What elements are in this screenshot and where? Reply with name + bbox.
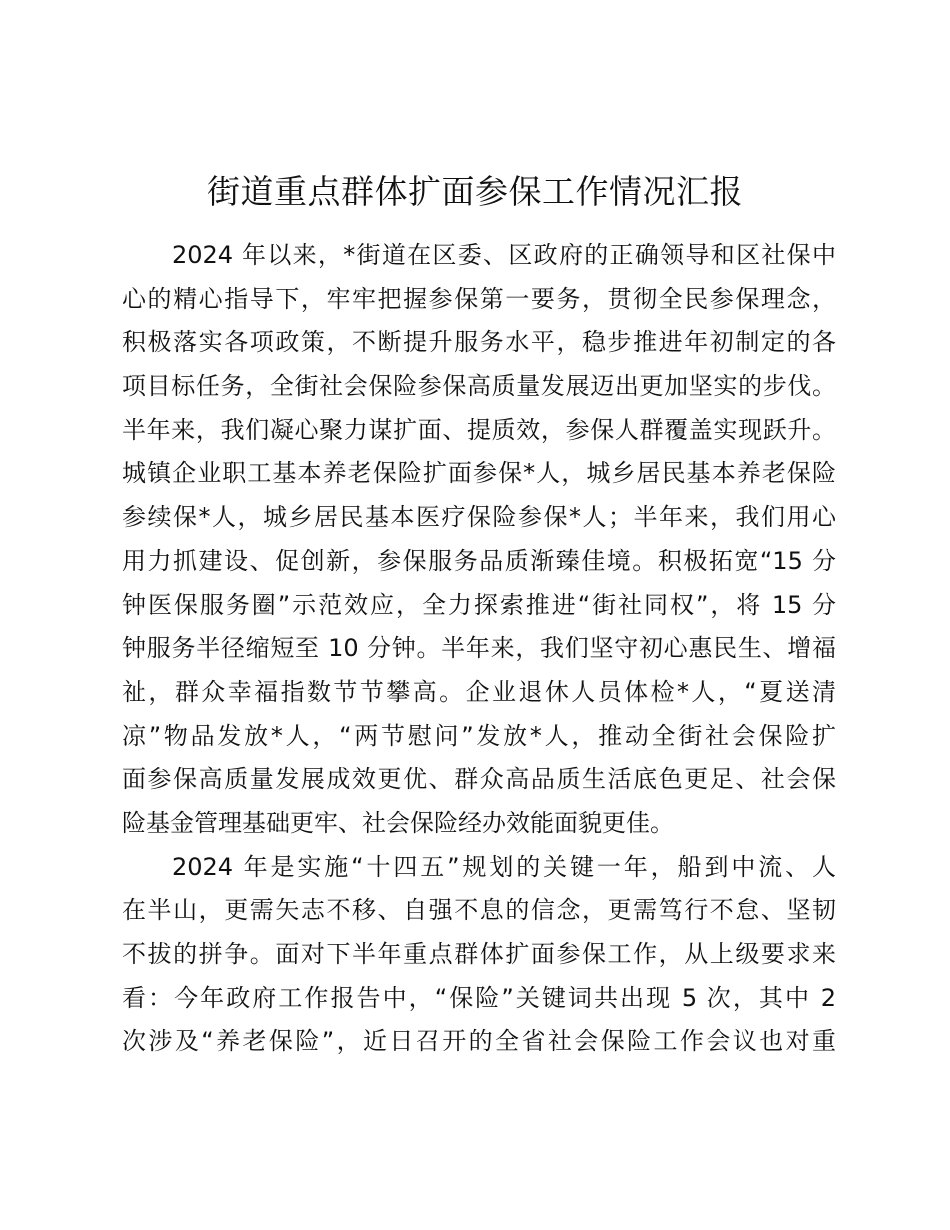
paragraph-2-line-3: 不拔的拼争。面对下半年重点群体扩面参保工作，从上级要求来 xyxy=(122,940,836,968)
paragraph-1-line-13: 面参保高质量发展成效更优、群众高品质生活底色更足、社会保 xyxy=(122,765,836,794)
document-title: 街道重点群体扩面参保工作情况汇报 xyxy=(207,172,743,211)
paragraph-1-line-8: 用力抓建设、促创新，参保服务品质渐臻佳境。积极拓宽“15 分 xyxy=(122,546,836,575)
paragraph-1-line-11: 祉，群众幸福指数节节攀高。企业退休人员体检*人，“夏送清 xyxy=(122,677,836,706)
paragraph-1-line-7: 参续保*人，城乡居民基本医疗保险参保*人；半年来，我们用心 xyxy=(122,503,836,532)
paragraph-1-line-4: 项目标任务，全街社会保险参保高质量发展迈出更加坚实的步伐。 xyxy=(122,372,836,401)
paragraph-1-line-5: 半年来，我们凝心聚力谋扩面、提质效，参保人群覆盖实现跃升。 xyxy=(122,415,836,444)
paragraph-2-line-2: 在半山，更需矢志不移、自强不息的信念，更需笃行不怠、坚韧 xyxy=(122,896,836,925)
paragraph-1-line-3: 积极落实各项政策，不断提升服务水平，稳步推进年初制定的各 xyxy=(122,328,836,357)
document-body xyxy=(122,234,836,1064)
paragraph-1-line-6: 城镇企业职工基本养老保险扩面参保*人，城乡居民基本养老保险 xyxy=(122,459,836,488)
paragraph-1-line-12: 凉”物品发放*人，“两节慰问”发放*人，推动全街社会保险扩 xyxy=(122,721,836,750)
paragraph-2-line-5: 次涉及“养老保险”，近日召开的全省社会保险工作会议也对重 xyxy=(122,1027,836,1056)
paragraph-1-line-2: 心的精心指导下，牢牢把握参保第一要务，贯彻全民参保理念， xyxy=(122,284,836,313)
paragraph-2-line-1: 2024 年是实施“十四五”规划的关键一年，船到中流、人 xyxy=(172,852,836,881)
paragraph-1-line-10: 钟服务半径缩短至 10 分钟。半年来，我们坚守初心惠民生、增福 xyxy=(122,634,836,663)
paragraph-2-line-4: 看：今年政府工作报告中，“保险”关键词共出现 5 次，其中 2 xyxy=(122,983,836,1012)
paragraph-1-line-1: 2024 年以来，*街道在区委、区政府的正确领导和区社保中 xyxy=(172,241,836,269)
paragraph-1-line-14: 险基金管理基础更牢、社会保险经办效能面貌更佳。 xyxy=(122,808,674,837)
paragraph-1-line-9: 钟医保服务圈”示范效应，全力探索推进“街社同权”，将 15 分 xyxy=(122,590,836,619)
